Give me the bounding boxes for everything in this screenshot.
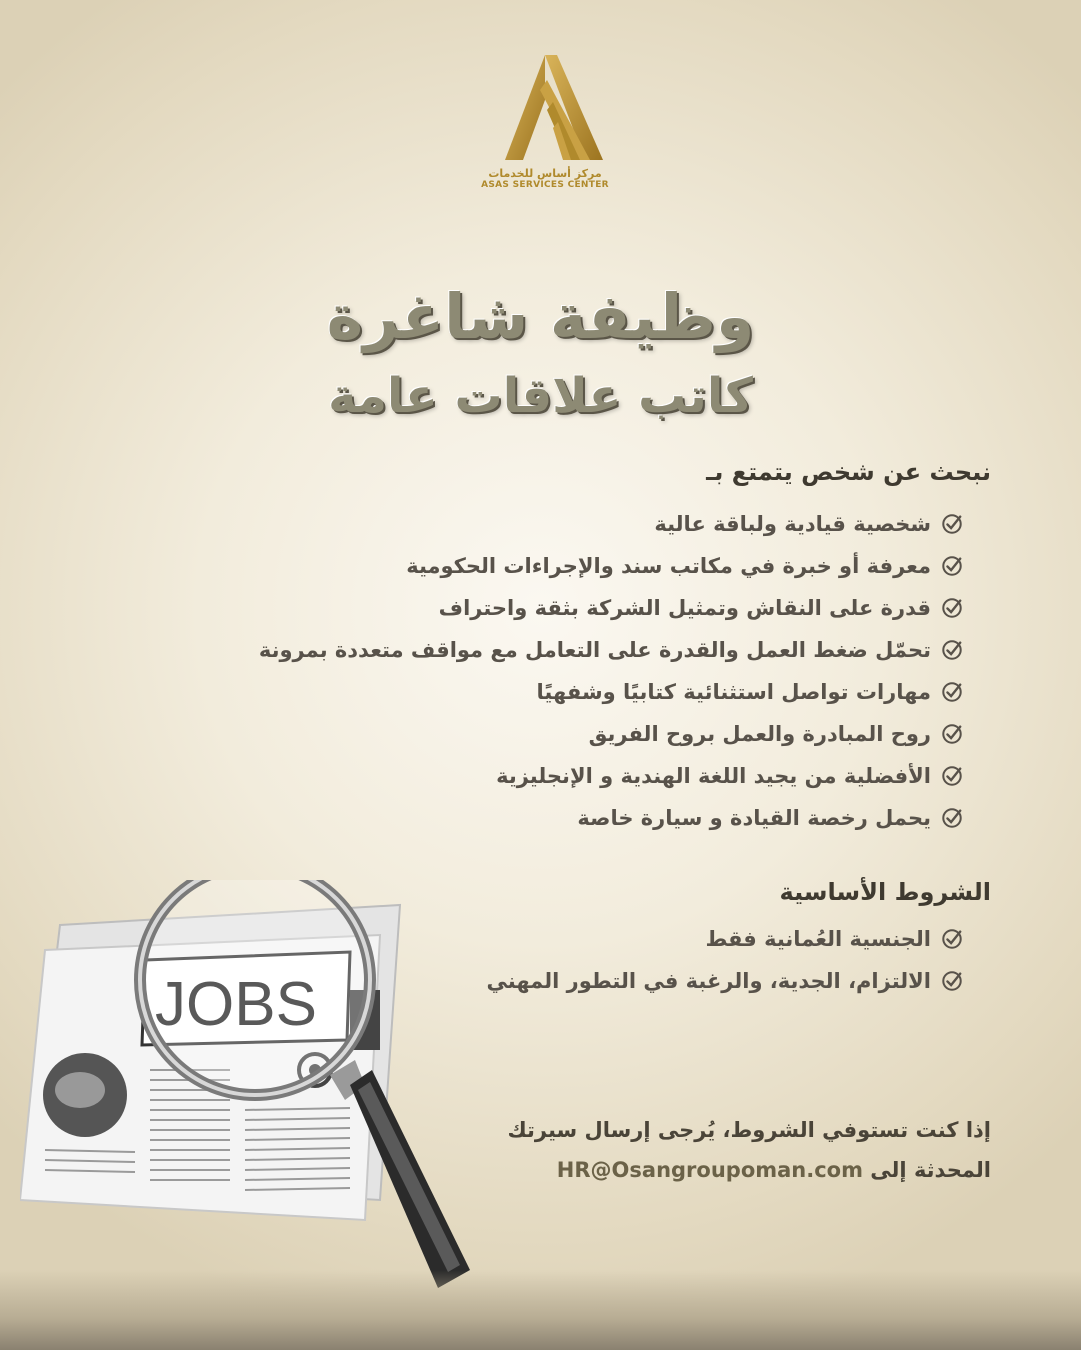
requirements-item [259,755,963,797]
bottom-shadow-band [0,1270,1081,1350]
requirements-item [259,629,963,671]
requirements-item [259,545,963,587]
contact-email-link[interactable]: HR@Osangroupoman.com [556,1158,863,1182]
contact-prefix: المحدثة إلى [870,1158,991,1182]
conditions-heading: الشروط الأساسية [779,878,991,906]
checkmark-icon [941,723,963,745]
jobs-newspaper-illustration [20,880,490,1300]
requirements-item [259,671,963,713]
checkmark-icon [941,681,963,703]
conditions-list [487,918,964,1002]
requirements-item-text: مهارات تواصل استثنائية كتابيًا وشفهيًا [536,680,931,704]
contact-line-2 [507,1150,991,1190]
checkmark-icon [941,970,963,992]
triangle-logo-icon [485,50,605,165]
checkmark-icon [941,639,963,661]
requirements-item-text: تحمّل ضغط العمل والقدرة على التعامل مع مواقف متعددة بمرونة [258,638,931,662]
requirements-item-text: شخصية قيادية ولباقة عالية [654,512,931,536]
logo-name-arabic: مركز أساس للخدمات [488,167,602,180]
conditions-item-text: الالتزام، الجدية، والرغبة في التطور المهني [486,969,931,993]
checkmark-icon [941,555,963,577]
checkmark-icon [941,513,963,535]
requirements-item-text: معرفة أو خبرة في مكاتب سند والإجراءات الحكومية [406,554,931,578]
company-logo [470,50,620,190]
contact-info [507,1110,991,1190]
conditions-item [487,918,964,960]
requirements-item [259,587,963,629]
requirements-item [259,503,963,545]
requirements-item [259,713,963,755]
checkmark-icon [941,765,963,787]
checkmark-icon [941,928,963,950]
checkmark-icon [941,597,963,619]
checkmark-icon [941,807,963,829]
logo-name-english: ASAS SERVICES CENTER [481,180,609,190]
contact-line-1: إذا كنت تستوفي الشروط، يُرجى إرسال سيرتك [507,1118,991,1142]
conditions-item [487,960,964,1002]
requirements-item-text: روح المبادرة والعمل بروح الفريق [588,722,931,746]
requirements-item-text: الأفضلية من يجيد اللغة الهندية و الإنجليزية [496,764,931,788]
job-vacancy-title: وظيفة شاغرة [326,280,755,353]
requirements-item-text: قدرة على النقاش وتمثيل الشركة بثقة واحتراف [438,596,931,620]
conditions-item-text: الجنسية العُمانية فقط [705,927,931,951]
requirements-heading: نبحث عن شخص يتمتع بـ [706,458,991,486]
requirements-item [259,797,963,839]
requirements-list [259,503,963,839]
requirements-item-text: يحمل رخصة القيادة و سيارة خاصة [577,806,931,830]
job-position-title: كاتب علاقات عامة [328,368,753,424]
